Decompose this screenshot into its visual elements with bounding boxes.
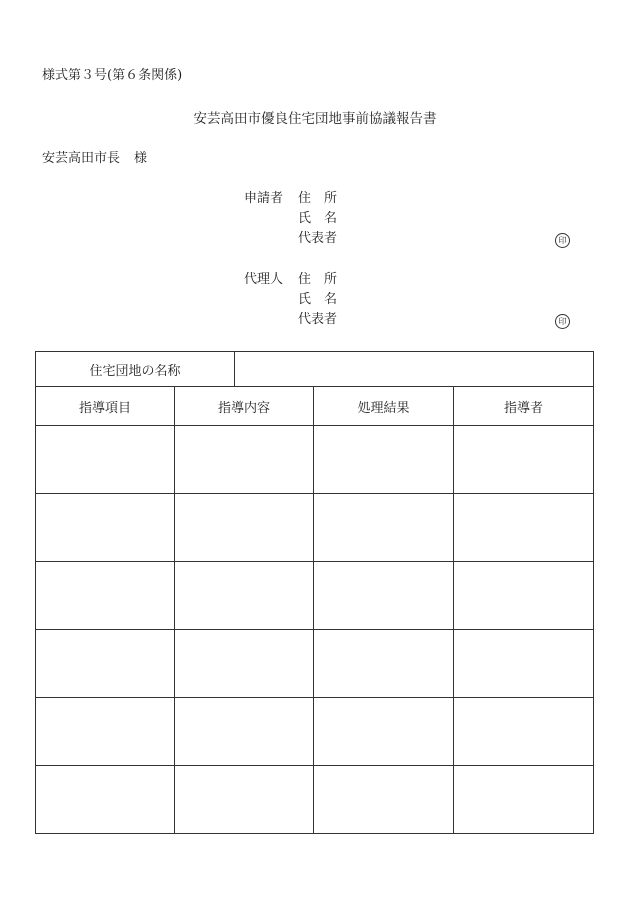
cell-guidance-content[interactable] [175, 698, 314, 766]
cell-guidance-content[interactable] [175, 630, 314, 698]
applicant-name-label: 氏 名 [298, 211, 338, 226]
cell-processing-result[interactable] [314, 766, 454, 834]
table-row [36, 766, 594, 834]
housing-name-row [36, 352, 594, 387]
cell-instructor[interactable] [454, 562, 594, 630]
cell-instructor[interactable] [454, 494, 594, 562]
table-header-row [36, 387, 594, 426]
report-table [35, 351, 594, 834]
agent-address-label: 住 所 [298, 272, 338, 287]
cell-instructor[interactable] [454, 698, 594, 766]
cell-processing-result[interactable] [314, 630, 454, 698]
housing-name-field[interactable] [235, 352, 594, 387]
cell-instructor[interactable] [454, 766, 594, 834]
agent-name-label: 氏 名 [298, 292, 338, 307]
cell-guidance-item[interactable] [36, 630, 175, 698]
agent-seal-icon: 印 [555, 314, 570, 329]
table-row [36, 630, 594, 698]
cell-processing-result[interactable] [314, 426, 454, 494]
cell-processing-result[interactable] [314, 494, 454, 562]
housing-name-label: 住宅団地の名称 [36, 352, 235, 387]
agent-label: 代理人 [244, 272, 284, 287]
cell-guidance-content[interactable] [175, 494, 314, 562]
cell-processing-result[interactable] [314, 698, 454, 766]
form-number: 様式第３号(第６条関係) [42, 68, 183, 83]
header-guidance-item: 指導項目 [36, 387, 175, 426]
cell-instructor[interactable] [454, 426, 594, 494]
cell-guidance-item[interactable] [36, 698, 175, 766]
recipient-honorific: 様 [134, 151, 148, 166]
table-row [36, 562, 594, 630]
table-row [36, 698, 594, 766]
applicant-seal-icon: 印 [555, 233, 570, 248]
cell-guidance-content[interactable] [175, 766, 314, 834]
header-guidance-content: 指導内容 [175, 387, 314, 426]
cell-processing-result[interactable] [314, 562, 454, 630]
cell-guidance-content[interactable] [175, 562, 314, 630]
cell-guidance-content[interactable] [175, 426, 314, 494]
applicant-representative-label: 代表者 [298, 231, 338, 246]
table-row [36, 494, 594, 562]
agent-representative-label: 代表者 [298, 312, 338, 327]
cell-instructor[interactable] [454, 630, 594, 698]
recipient-city: 安芸高田市長 [42, 151, 121, 166]
applicant-address-label: 住 所 [298, 191, 338, 206]
recipient [42, 151, 147, 167]
document-title: 安芸高田市優良住宅団地事前協議報告書 [193, 111, 437, 127]
cell-guidance-item[interactable] [36, 426, 175, 494]
cell-guidance-item[interactable] [36, 494, 175, 562]
table-row [36, 426, 594, 494]
cell-guidance-item[interactable] [36, 766, 175, 834]
header-processing-result: 処理結果 [314, 387, 454, 426]
applicant-label: 申請者 [244, 191, 284, 206]
header-instructor: 指導者 [454, 387, 594, 426]
cell-guidance-item[interactable] [36, 562, 175, 630]
